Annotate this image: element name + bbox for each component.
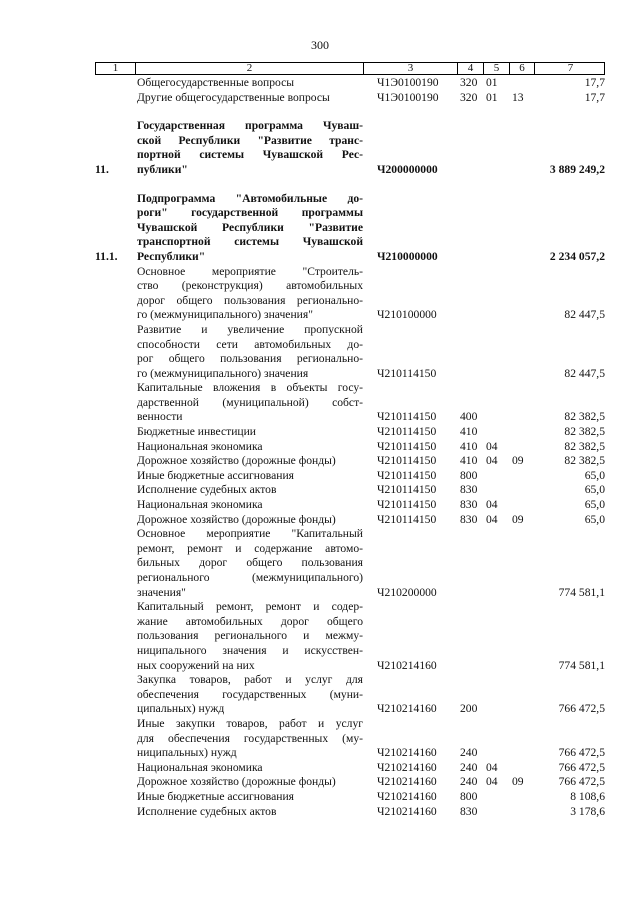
row-amount: 3 178,6: [570, 804, 605, 818]
row-name: [135, 76, 363, 91]
row-code: Ч200000000: [377, 162, 438, 176]
row-section: 04: [486, 512, 498, 526]
row-name-line: Другие общегосударственные вопросы: [137, 90, 330, 104]
row-name: [135, 381, 363, 425]
row-name-line: бильных дорог общего пользования: [137, 556, 363, 570]
row-subsection: 09: [512, 775, 524, 789]
table-row: [95, 119, 605, 177]
row-section: 01: [486, 76, 498, 89]
row-name-line: Национальная экономика: [137, 498, 263, 512]
table-row: [95, 790, 605, 805]
row-number: 11.: [95, 162, 109, 176]
row-expense-type: 410: [460, 425, 478, 439]
row-code: Ч210114150: [377, 410, 437, 424]
table-row: [95, 513, 605, 528]
table-header: [95, 62, 605, 75]
row-name-line: Иные бюджетные ассигнования: [137, 789, 294, 803]
row-name-line: ниципального значения и искусствен-: [137, 643, 363, 657]
row-name-line: Иные бюджетные ассигнования: [137, 468, 294, 482]
row-name-line: Чувашской Республики "Развитие: [137, 220, 363, 234]
row-name: [135, 600, 363, 673]
row-amount: 774 581,1: [558, 658, 605, 672]
table-row: [95, 717, 605, 761]
header-col-7: 7: [567, 62, 574, 74]
row-name-line: Исполнение судебных актов: [137, 483, 277, 497]
row-name-line: Дорожное хозяйство (дорожные фонды): [137, 454, 336, 468]
row-expense-type: 830: [460, 512, 478, 526]
row-name-line: способности сети автомобильных до-: [137, 337, 363, 351]
row-amount: 766 472,5: [558, 760, 605, 774]
row-name-line: Республики": [137, 249, 206, 263]
row-subsection: 09: [512, 512, 524, 526]
row-name-line: рог общего пользования регионально-: [137, 352, 363, 366]
row-code: Ч210214160: [377, 658, 437, 672]
row-name-line: обеспечения государственных (муни-: [137, 687, 363, 701]
row-name-line: го (межмуниципального) значения": [137, 308, 313, 322]
row-amount: 17,7: [584, 76, 605, 89]
row-code: Ч210114150: [377, 483, 437, 497]
table-row: [95, 265, 605, 323]
row-name-line: для обеспечения государственных (му-: [137, 731, 363, 745]
row-section: 04: [486, 439, 498, 453]
row-subsection: 13: [512, 90, 524, 104]
table-row: [95, 440, 605, 455]
table-row: [95, 454, 605, 469]
row-name: [135, 498, 363, 513]
table-row: [95, 775, 605, 790]
row-code: Ч210200000: [377, 585, 437, 599]
row-name: [135, 513, 363, 528]
row-section: 04: [486, 775, 498, 789]
row-name-line: Основное мероприятие "Капитальный: [137, 527, 363, 541]
row-name: [135, 483, 363, 498]
row-name-line: жание автомобильных дорог общего: [137, 614, 363, 628]
row-name-line: Развитие и увеличение пропускной: [137, 322, 363, 336]
row-number: 11.1.: [95, 249, 118, 263]
row-expense-type: 410: [460, 454, 478, 468]
row-code: Ч210114150: [377, 454, 437, 468]
row-expense-type: 800: [460, 468, 478, 482]
row-code: Ч210114150: [377, 366, 437, 380]
row-section: 04: [486, 454, 498, 468]
row-name: [135, 265, 363, 323]
row-name-line: портной системы Чувашской Рес-: [137, 148, 363, 162]
row-name-line: ской Республики "Развитие транс-: [137, 133, 363, 147]
header-col-4: 4: [458, 63, 484, 74]
row-code: Ч210214160: [377, 760, 437, 774]
row-expense-type: 320: [460, 90, 478, 104]
row-section: 04: [486, 498, 498, 512]
row-amount: 82 382,5: [564, 410, 605, 424]
row-name-line: ных сооружений на них: [137, 658, 255, 672]
row-name-line: венности: [137, 410, 183, 424]
row-code: Ч210100000: [377, 308, 437, 322]
row-amount: 82 382,5: [564, 439, 605, 453]
row-name: [135, 527, 363, 600]
row-expense-type: 410: [460, 439, 478, 453]
header-col-6: 6: [510, 63, 535, 74]
row-name-line: дарственной (муниципальной) собст-: [137, 395, 363, 409]
row-name-line: Национальная экономика: [137, 760, 263, 774]
row-name: [135, 323, 363, 381]
row-name-line: дорог общего пользования регионально-: [137, 293, 363, 307]
row-name: [135, 119, 363, 177]
table-row: [95, 761, 605, 776]
table-row: [95, 323, 605, 381]
row-subsection: 09: [512, 454, 524, 468]
row-name-line: Национальная экономика: [137, 439, 263, 453]
row-amount: 766 472,5: [558, 746, 605, 760]
row-code: Ч210214160: [377, 746, 437, 760]
table-row: [95, 381, 605, 425]
row-expense-type: 240: [460, 775, 478, 789]
row-amount: 2 234 057,2: [549, 249, 605, 263]
row-name: [135, 717, 363, 761]
row-amount: 82 447,5: [564, 308, 605, 322]
row-amount: 766 472,5: [558, 775, 605, 789]
row-name-line: транспортной системы Чувашской: [137, 235, 363, 249]
row-code: Ч210214160: [377, 775, 437, 789]
table-row: [95, 76, 605, 91]
header-col-1: 1: [96, 63, 136, 74]
row-name: [135, 192, 363, 265]
row-name-line: Государственная программа Чуваш-: [137, 119, 363, 133]
row-amount: 8 108,6: [570, 789, 605, 803]
row-code: Ч1Э0100190: [377, 90, 439, 104]
row-expense-type: 320: [460, 76, 478, 89]
row-name: [135, 469, 363, 484]
header-col-5: 5: [484, 63, 510, 74]
row-code: Ч210214160: [377, 702, 437, 716]
row-name-line: Исполнение судебных актов: [137, 804, 277, 818]
row-name-line: ципальных) нужд: [137, 702, 225, 716]
row-name-line: Капитальные вложения в объекты госу-: [137, 381, 363, 395]
row-code: Ч210114150: [377, 439, 437, 453]
row-name: [135, 805, 363, 820]
row-name: [135, 425, 363, 440]
row-name-line: Иные закупки товаров, работ и услуг: [137, 716, 363, 730]
row-code: Ч210214160: [377, 804, 437, 818]
row-code: Ч210214160: [377, 789, 437, 803]
row-expense-type: 830: [460, 483, 478, 497]
row-code: Ч210114150: [377, 468, 437, 482]
page-number: 300: [311, 38, 329, 52]
row-name-line: Дорожное хозяйство (дорожные фонды): [137, 512, 336, 526]
row-amount: 65,0: [584, 483, 605, 497]
table-row: [95, 192, 605, 265]
row-name: [135, 790, 363, 805]
row-name-line: ство (реконструкция) автомобильных: [137, 279, 363, 293]
row-amount: 774 581,1: [558, 585, 605, 599]
table-row: [95, 483, 605, 498]
row-expense-type: 830: [460, 804, 478, 818]
row-name-line: публики": [137, 162, 188, 176]
table-row: [95, 805, 605, 820]
table-row: [95, 527, 605, 600]
row-name-line: Основное мероприятие "Строитель-: [137, 264, 363, 278]
row-code: Ч210114150: [377, 498, 437, 512]
row-name-line: Бюджетные инвестиции: [137, 425, 257, 439]
table-row: [95, 498, 605, 513]
row-name: [135, 673, 363, 717]
row-expense-type: 800: [460, 789, 478, 803]
row-name-line: ниципальных) нужд: [137, 746, 237, 760]
row-name: [135, 454, 363, 469]
row-name-line: Подпрограмма "Автомобильные до-: [137, 191, 363, 205]
row-name-line: Общегосударственные вопросы: [137, 76, 295, 89]
row-name-line: регионального (межмуниципального): [137, 571, 363, 584]
row-name: [135, 91, 363, 106]
row-amount: 766 472,5: [558, 702, 605, 716]
row-code: Ч210114150: [377, 512, 437, 526]
row-name-line: ремонт, ремонт и содержание автомо-: [137, 541, 363, 555]
row-amount: 82 382,5: [564, 454, 605, 468]
row-amount: 3 889 249,2: [549, 162, 605, 176]
row-code: Ч210000000: [377, 249, 438, 263]
row-code: Ч1Э0100190: [377, 76, 439, 89]
row-amount: 82 447,5: [564, 366, 605, 380]
table-row: [95, 425, 605, 440]
row-code: Ч210114150: [377, 425, 437, 439]
table-body: [95, 76, 605, 819]
row-amount: 65,0: [584, 468, 605, 482]
row-name-line: Дорожное хозяйство (дорожные фонды): [137, 775, 336, 789]
row-expense-type: 240: [460, 746, 478, 760]
header-col-2: 2: [136, 63, 364, 74]
row-name: [135, 761, 363, 776]
row-name: [135, 440, 363, 455]
row-name-line: Капитальный ремонт, ремонт и содер-: [137, 600, 363, 614]
table-row: [95, 673, 605, 717]
row-name-line: пользования регионального и межму-: [137, 629, 363, 643]
row-section: 01: [486, 90, 498, 104]
row-name-line: Закупка товаров, работ и услуг для: [137, 673, 363, 687]
header-col-3: 3: [364, 63, 458, 74]
row-amount: 65,0: [584, 512, 605, 526]
table-row: [95, 600, 605, 673]
row-expense-type: 200: [460, 702, 478, 716]
row-name-line: го (межмуниципального) значения: [137, 366, 309, 380]
row-name: [135, 775, 363, 790]
row-name-line: значения": [137, 585, 186, 599]
row-name-line: роги" государственной программы: [137, 206, 363, 220]
table-row: [95, 469, 605, 484]
table-row: [95, 91, 605, 106]
row-amount: 82 382,5: [564, 425, 605, 439]
row-expense-type: 830: [460, 498, 478, 512]
row-amount: 65,0: [584, 498, 605, 512]
row-section: 04: [486, 760, 498, 774]
row-amount: 17,7: [584, 90, 605, 104]
row-expense-type: 240: [460, 760, 478, 774]
row-expense-type: 400: [460, 410, 478, 424]
